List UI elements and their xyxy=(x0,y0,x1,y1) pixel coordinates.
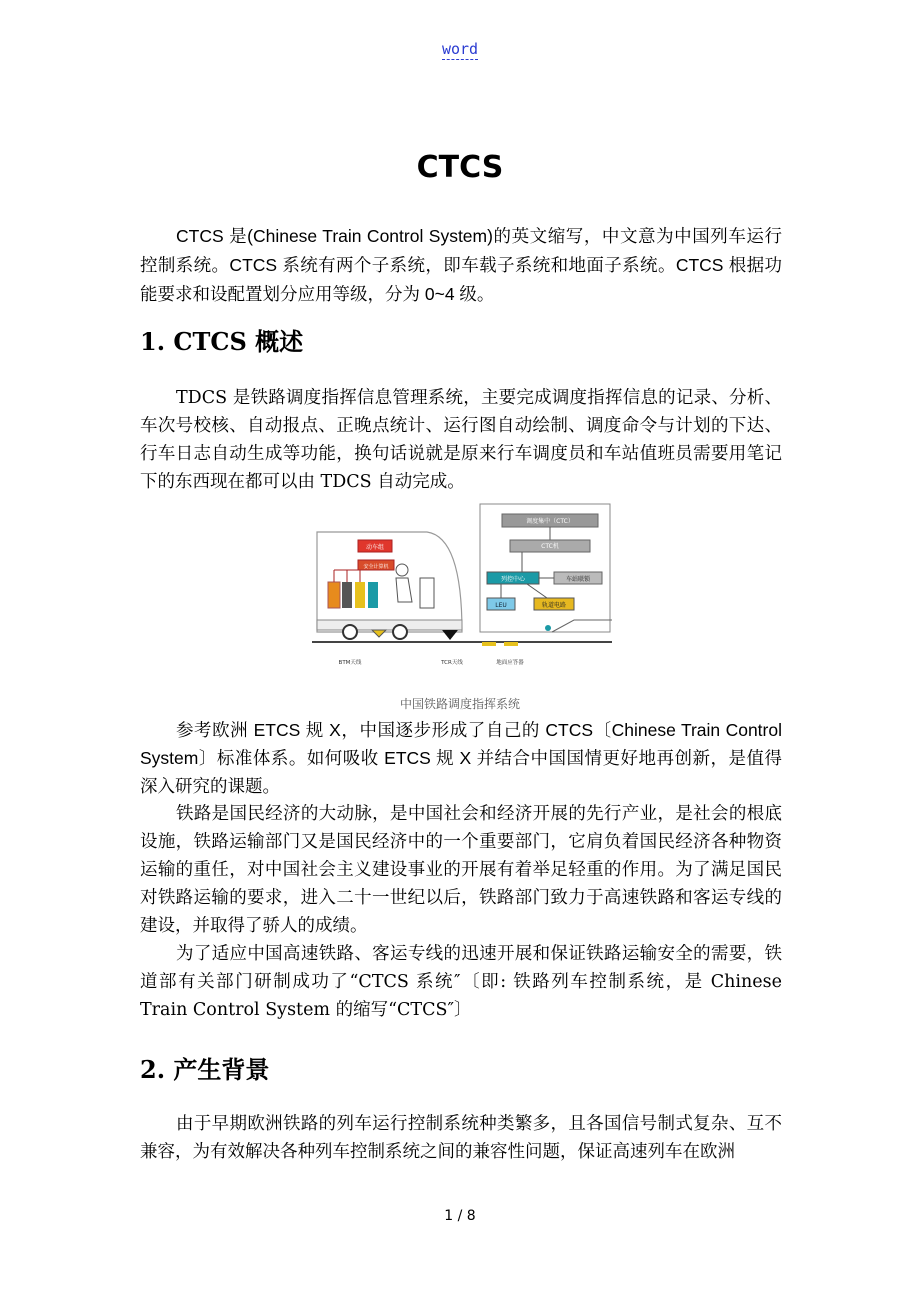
label-track: 轨道电路 xyxy=(541,602,567,609)
section-1-paragraph-2: 参考欧洲 ETCS 规 X，中国逐步形成了自己的 CTCS〔Chinese Train Control System〕标准体系。如何吸收 ETCS 规 X 并结合中国国情更好地再创新，是值得深入研究的课题。 xyxy=(140,720,782,796)
label-vital: 安全计算机 xyxy=(363,564,389,570)
header-word-link[interactable]: word xyxy=(441,40,479,58)
intro-paragraph: CTCS 是(Chinese Train Control System)的英文缩写，中文意为中国列车运行控制系统。CTCS 系统有两个子系统，即车载子系统和地面子系统。CTCS 根据功能要求和设配置划分应用等级，分为 0~4 级。 xyxy=(140,226,782,304)
label-train-ctrl: 列控中心 xyxy=(500,576,526,583)
label-ctcl: CTC机 xyxy=(541,543,559,550)
label-leu: LEU xyxy=(495,602,507,609)
label-ctc: 调度集中（CTC） xyxy=(526,518,574,525)
section-2-heading: 2. 产生背景 xyxy=(140,1055,270,1084)
label-btm: BTM天线 xyxy=(338,660,362,666)
label-onboard: 动车组 xyxy=(365,544,385,551)
label-tcr: TCR天线 xyxy=(441,660,463,666)
railway-control-diagram xyxy=(312,502,612,672)
label-station: 车站联锁 xyxy=(565,576,591,583)
section-1-paragraph-4: 为了适应中国高速铁路、客运专线的迅速开展和保证铁路运输安全的需要，铁道部有关部门研制成功了“CTCS 系统″〔即: 铁路列车控制系统，是 Chinese Train Control System 的缩写“CTCS″〕 xyxy=(140,944,782,1020)
label-balise: 地面应答器 xyxy=(496,660,524,666)
section-1-paragraph-3: 铁路是国民经济的大动脉，是中国社会和经济开展的先行产业，是社会的根底设施，铁路运输部门又是国民经济中的一个重要部门，它肩负着国民经济各种物资运输的重任，对中国社会主义建设事业的开展有着举足轻重的作用。为了满足国民对铁路运输的要求，进入二十一世纪以后，铁路部门致力于高速铁路和客运专线的建设，并取得了骄人的成绩。 xyxy=(140,804,782,936)
page-number: 1 / 8 xyxy=(444,1208,476,1224)
section-2-paragraph-1: 由于早期欧洲铁路的列车运行控制系统种类繁多，且各国信号制式复杂、互不兼容，为有效解决各种列车控制系统之间的兼容性问题，保证高速列车在欧洲 xyxy=(140,1114,782,1162)
section-1-paragraph-1: TDCS 是铁路调度指挥信息管理系统，主要完成调度指挥信息的记录、分析、车次号校核、自动报点、正晚点统计、运行图自动绘制、调度命令与计划的下达、行车日志自动生成等功能，换句话说就是原来行车调度员和车站值班员需要用笔记下的东西现在都可以由 TDCS 自动完成。 xyxy=(140,388,782,492)
document-title: CTCS xyxy=(416,150,504,185)
figure-caption: 中国铁路调度指挥系统 xyxy=(399,697,520,711)
section-1-heading: 1. CTCS 概述 xyxy=(140,327,304,356)
